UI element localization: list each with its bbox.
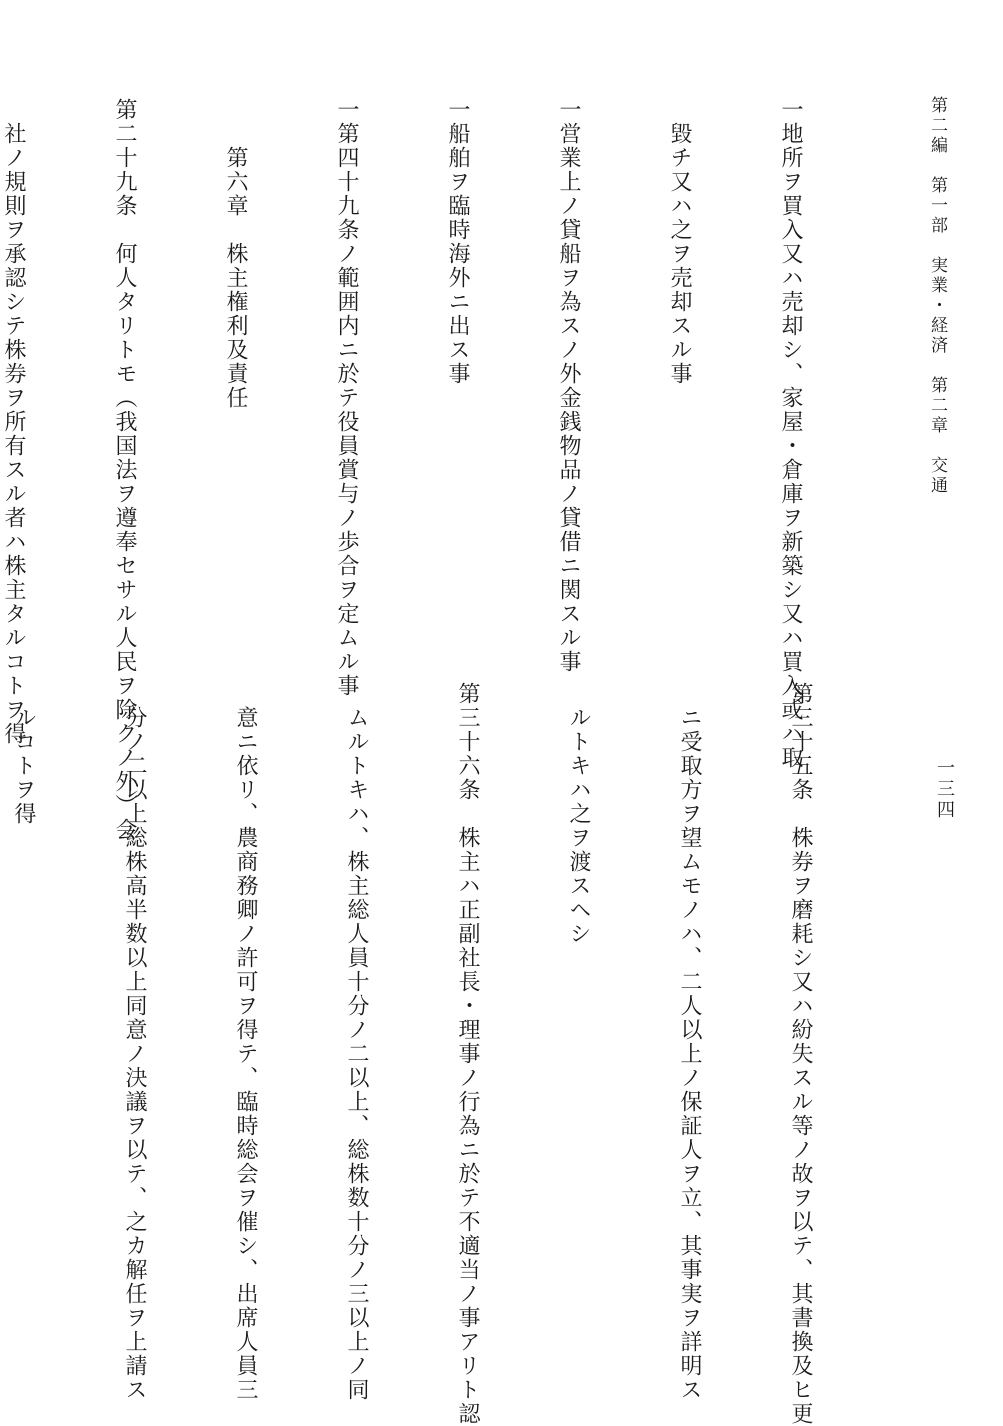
text-column: 第二十九条 何人タリトモ（我国法ヲ遵奉セサル人民ヲ除クノ外）会 — [112, 98, 137, 842]
text-column: ルコトヲ得 — [11, 682, 36, 826]
text-column: ムルトキハ、株主総人員十分ノ二以上、総株数十分ノ三以上ノ同 — [344, 682, 369, 1402]
text-column: 意ニ依リ、農商務卿ノ許可ヲ得テ、臨時総会ヲ催シ、出席人員三 — [233, 682, 258, 1402]
text-column: 毀チ又ハ之ヲ売却スル事 — [667, 98, 692, 386]
text-column: 社ノ規則ヲ承認シテ株券ヲ所有スル者ハ株主タルコトヲ得 — [1, 98, 26, 746]
text-column: 第三十五条 株券ヲ磨耗シ又ハ紛失スル等ノ故ヲ以テ、其書換及ヒ更 — [788, 682, 813, 1426]
text-column: ルトキハ之ヲ渡スヘシ — [566, 682, 591, 946]
running-header: 第二編 第一部 実業・経済 第二章 交通 — [927, 96, 947, 496]
text-column: 一地所ヲ買入又ハ売却シ、家屋・倉庫ヲ新築シ又ハ買入或ハ取 — [778, 98, 803, 770]
text-column: 第三十六条 株主ハ正副社長・理事ノ行為ニ於テ不適当ノ事アリト認 — [455, 682, 480, 1426]
text-column: 一営業上ノ貸船ヲ為スノ外金銭物品ノ貸借ニ関スル事 — [556, 98, 581, 674]
text-column: 分ノ二以上総株高半数以上同意ノ決議ヲ以テ、之カ解任ヲ上請ス — [122, 682, 147, 1402]
chapter-heading: 第六章 株主権利及責任 — [223, 98, 248, 410]
page-number: 一三四 — [934, 758, 955, 821]
lower-text-block — [0, 682, 893, 1426]
text-column: 一船舶ヲ臨時海外ニ出ス事 — [445, 98, 470, 386]
text-column: ニ受取方ヲ望ムモノハ、二人以上ノ保証人ヲ立、其事実ヲ詳明ス — [677, 682, 702, 1402]
text-column: 一第四十九条ノ範囲内ニ於テ役員賞与ノ歩合ヲ定ムル事 — [334, 98, 359, 698]
